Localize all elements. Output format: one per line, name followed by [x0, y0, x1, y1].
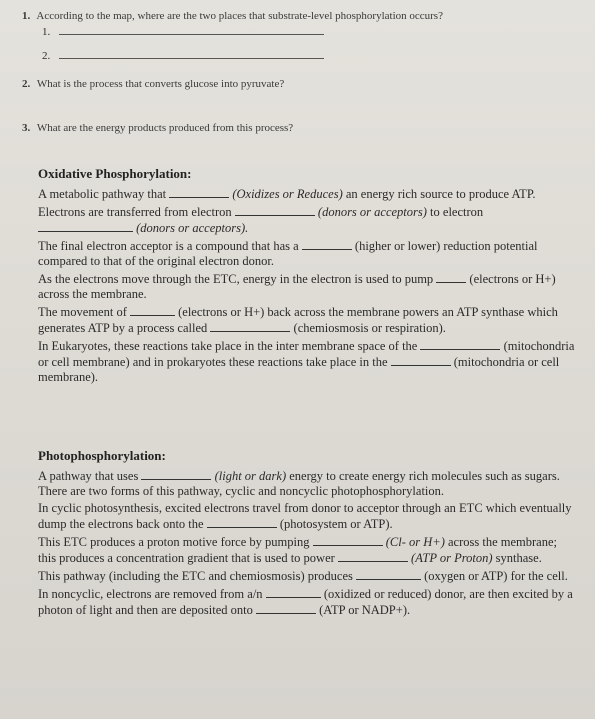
- paragraph: As the electrons move through the ETC, energy in the electron is used to pump (electrons or H+) across the membrane.: [38, 272, 556, 301]
- fill-blank[interactable]: [391, 354, 451, 366]
- fill-blank[interactable]: [130, 304, 175, 316]
- fill-blank[interactable]: [38, 220, 133, 232]
- paragraph: Electrons are transferred from electron (donors or acceptors) to electron (donors or acceptors).: [38, 205, 484, 235]
- fill-blank[interactable]: [436, 271, 466, 283]
- fill-blank[interactable]: [266, 586, 321, 598]
- fill-blank[interactable]: [141, 468, 211, 480]
- question-number: 2.: [22, 78, 31, 90]
- section-title: Photophosphorylation:: [38, 448, 166, 463]
- fill-blank[interactable]: [210, 320, 290, 332]
- oxidative-section: [38, 166, 578, 387]
- paragraph: In noncyclic, electrons are removed from a/n (oxidized or reduced) donor, are then excited by a photon of light and then are deposited onto (ATP or NADP+).: [38, 587, 573, 617]
- answer-label: 1.: [42, 26, 51, 38]
- paragraph: A metabolic pathway that (Oxidizes or Reduces) an energy rich source to produce ATP.: [38, 187, 536, 201]
- fill-blank[interactable]: [420, 338, 500, 350]
- question-1: [22, 10, 443, 22]
- question-text: What are the energy products produced from this process?: [36, 122, 294, 134]
- question-3: [22, 122, 293, 134]
- fill-blank[interactable]: [235, 204, 315, 216]
- answer-line-1[interactable]: [42, 24, 324, 38]
- fill-blank[interactable]: [302, 238, 352, 250]
- fill-blank[interactable]: [338, 550, 408, 562]
- paragraph: The final electron acceptor is a compound that has a (higher or lower) reduction potential compared to that of the original electron donor.: [38, 239, 538, 268]
- fill-blank[interactable]: [256, 602, 316, 614]
- paragraph: A pathway that uses (light or dark) energy to create energy rich molecules such as sugars. There are two forms of this pathway, cyclic and noncyclic photophosphorylation.: [38, 469, 560, 498]
- answer-label: 2.: [42, 50, 51, 62]
- fill-blank[interactable]: [356, 568, 421, 580]
- question-number: 1.: [22, 10, 31, 22]
- answer-blank[interactable]: [59, 24, 324, 35]
- question-text: According to the map, where are the two places that substrate-level phosphorylation occurs?: [36, 10, 443, 22]
- section-title: Oxidative Phosphorylation:: [38, 166, 192, 181]
- question-text: What is the process that converts glucose into pyruvate?: [36, 78, 285, 90]
- answer-line-2[interactable]: [42, 48, 324, 62]
- fill-blank[interactable]: [169, 186, 229, 198]
- question-2: [22, 78, 284, 90]
- paragraph: The movement of (electrons or H+) back across the membrane powers an ATP synthase which generates ATP by a process called (chemiosmosis or respiration).: [38, 305, 558, 335]
- paragraph: In Eukaryotes, these reactions take place in the inter membrane space of the (mitochondria or cell membrane) and in prokaryotes these reactions take place in the (mitochondria or cell membrane).: [38, 339, 575, 384]
- question-number: 3.: [22, 122, 31, 134]
- fill-blank[interactable]: [313, 534, 383, 546]
- paragraph: In cyclic photosynthesis, excited electrons travel from donor to acceptor through an ETC which eventually dump the electrons back onto the (photosystem or ATP).: [38, 501, 572, 531]
- paragraph: This ETC produces a proton motive force by pumping (Cl- or H+) across the membrane; this produces a concentration gradient that is used to power (ATP or Proton) synthase.: [38, 535, 557, 565]
- fill-blank[interactable]: [207, 516, 277, 528]
- answer-blank[interactable]: [59, 48, 324, 59]
- paragraph: This pathway (including the ETC and chemiosmosis) produces (oxygen or ATP) for the cell.: [38, 569, 568, 583]
- photophosphorylation-section: [38, 448, 578, 620]
